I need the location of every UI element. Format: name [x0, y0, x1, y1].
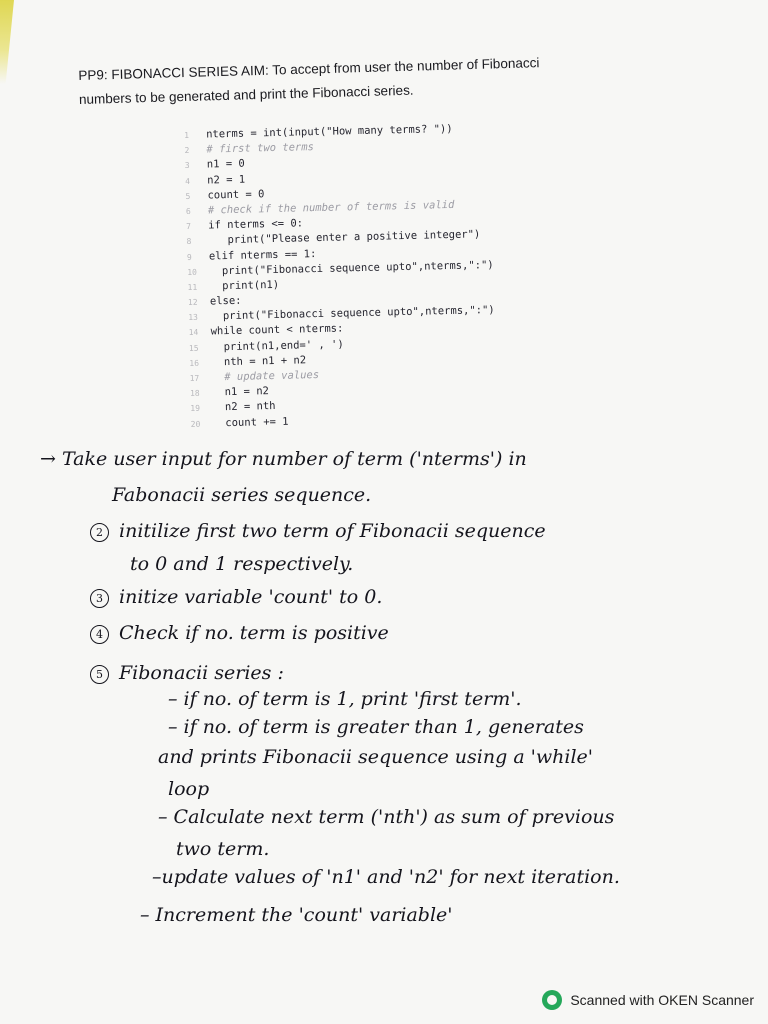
page-title — [78, 48, 639, 112]
code-text: n2 = 1 — [207, 173, 246, 187]
code-text: while count < nterms: — [210, 322, 344, 338]
note-line — [168, 688, 522, 710]
code-line-number: 8 — [186, 237, 192, 247]
step-number-marker: 4 — [90, 625, 109, 644]
note-line — [158, 746, 593, 768]
code-line-number: 12 — [187, 297, 198, 308]
note-text: Fibonacii series : — [119, 662, 284, 684]
code-text: nterms = int(input("How many terms? ")) — [206, 122, 453, 141]
code-text: nth = n1 + n2 — [211, 354, 307, 369]
note-text: – Calculate next term ('nth') as sum of previous — [158, 806, 615, 828]
note-text: Fabonacii series sequence. — [112, 484, 372, 506]
note-line — [168, 716, 584, 738]
code-line-number: 6 — [185, 206, 191, 216]
note-line — [40, 448, 527, 470]
note-text: and prints Fibonacii sequence using a 'while' — [158, 746, 594, 768]
code-text: print(n1) — [209, 278, 280, 293]
title-line-2: numbers to be generated and print the Fibonacci series. — [78, 82, 414, 107]
step-number-marker: 5 — [90, 665, 109, 684]
code-text: print("Fibonacci sequence upto",nterms,":") — [209, 258, 494, 278]
code-line-number: 15 — [188, 343, 199, 353]
note-line — [152, 866, 620, 888]
code-line-number: 9 — [186, 252, 192, 262]
note-text: – Increment the 'count' variable' — [140, 904, 453, 926]
code-line-number: 1 — [184, 130, 190, 140]
code-text: elif nterms == 1: — [208, 247, 317, 262]
code-line-number: 20 — [190, 419, 201, 429]
note-text: –update values of 'n1' and 'n2' for next iteration. — [152, 866, 620, 888]
code-text: n2 = nth — [212, 400, 276, 414]
code-text: count = 0 — [207, 187, 265, 202]
code-block — [184, 118, 611, 431]
code-line-number: 14 — [188, 328, 199, 338]
code-line-number: 16 — [189, 358, 200, 368]
note-line — [176, 838, 269, 860]
code-line-number: 17 — [189, 373, 200, 383]
code-line-number: 11 — [187, 282, 198, 292]
note-text: – if no. of term is 1, print 'first term'. — [168, 688, 522, 710]
note-line — [112, 484, 371, 506]
step-number-marker: 3 — [90, 589, 109, 608]
note-line — [130, 553, 353, 575]
code-line-number: 4 — [185, 176, 191, 186]
code-comment: # update values — [211, 368, 320, 384]
note-text: to 0 and 1 respectively. — [130, 553, 354, 575]
note-text: loop — [168, 778, 210, 800]
corner-highlight-mark — [0, 0, 14, 84]
note-text: → Take user input for number of term ('nterms') in — [40, 448, 527, 470]
note-line — [90, 586, 382, 608]
code-line-number: 7 — [186, 221, 192, 232]
oken-scanner-logo-icon — [542, 990, 562, 1010]
title-line-1: PP9: FIBONACCI SERIES AIM: To accept from user the number of Fibonacci — [78, 55, 540, 83]
note-line — [90, 662, 284, 684]
note-text: – if no. of term is greater than 1, generates — [168, 716, 584, 738]
note-line — [140, 904, 453, 926]
code-line-number: 3 — [184, 161, 190, 171]
note-text: initilize first two term of Fibonacii sequence — [119, 520, 546, 542]
step-number-marker: 2 — [90, 523, 109, 542]
code-text: print("Fibonacci sequence upto",nterms,":") — [210, 304, 495, 323]
code-line-number: 19 — [190, 404, 201, 414]
note-text: two term. — [176, 838, 270, 860]
note-line — [90, 622, 389, 644]
code-line-number: 10 — [187, 267, 198, 277]
scanner-footer — [542, 990, 754, 1010]
code-text: count += 1 — [212, 415, 289, 429]
note-text: Check if no. term is positive — [119, 622, 389, 644]
code-text: if nterms <= 0: — [208, 217, 304, 232]
code-text: else: — [209, 294, 242, 308]
code-text: print("Please enter a positive integer") — [208, 228, 481, 247]
footer-text: Scanned with OKEN Scanner — [570, 992, 754, 1008]
code-line-number: 5 — [185, 191, 191, 201]
code-text: n1 = 0 — [206, 158, 245, 171]
code-line-number: 2 — [184, 146, 190, 156]
code-comment: # first two terms — [206, 141, 315, 156]
code-comment: # check if the number of terms is valid — [207, 198, 455, 217]
code-line-number: 18 — [189, 388, 200, 399]
code-line-number: 13 — [188, 312, 199, 323]
note-line — [168, 778, 209, 800]
code-text: print(n1,end=' , ') — [210, 338, 344, 354]
code-text: n1 = n2 — [211, 385, 270, 399]
note-text: initize variable 'count' to 0. — [119, 586, 383, 608]
note-line — [158, 806, 614, 828]
note-line — [90, 520, 546, 542]
